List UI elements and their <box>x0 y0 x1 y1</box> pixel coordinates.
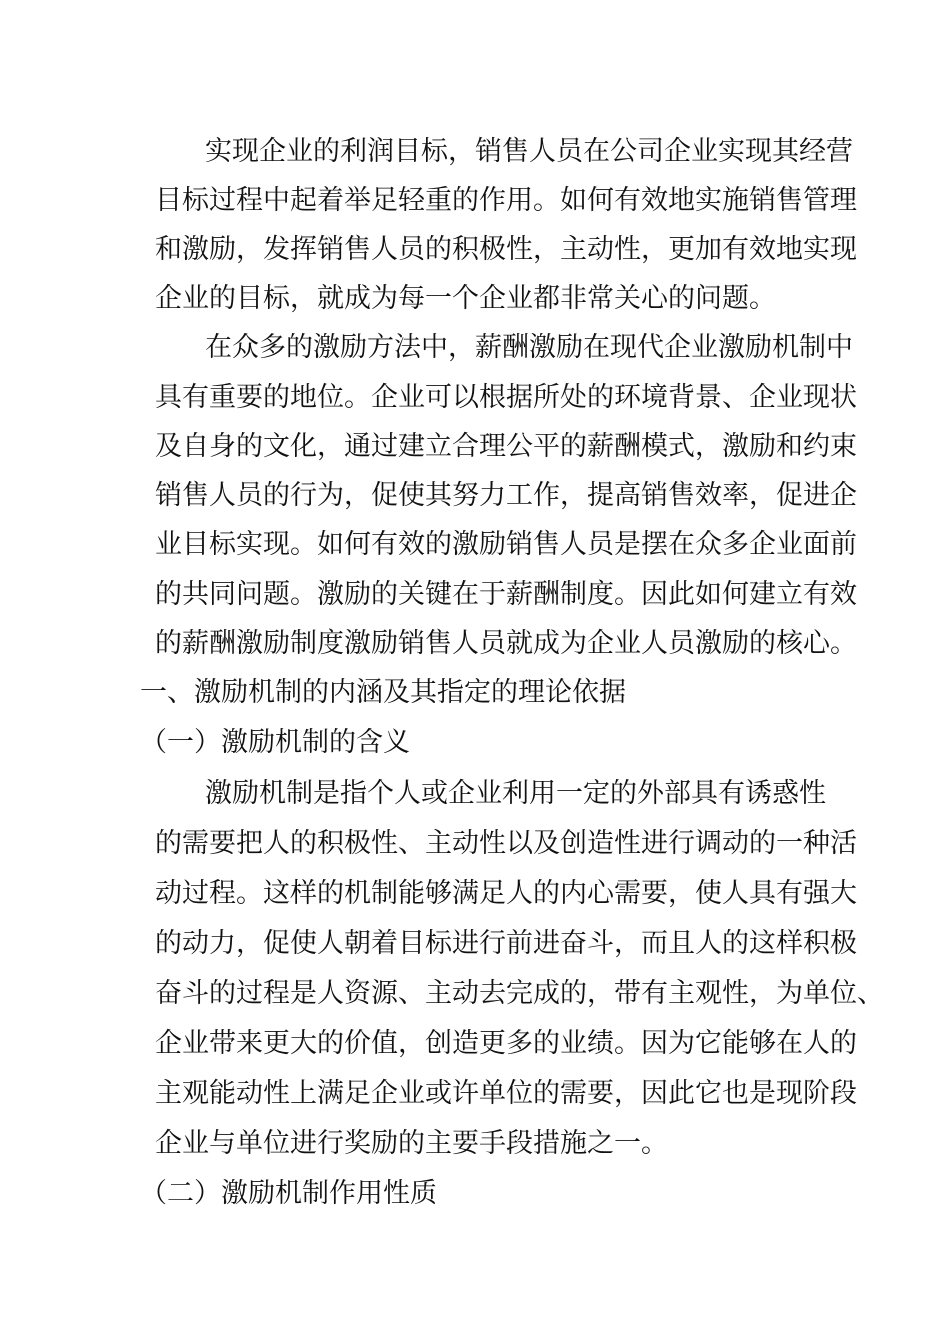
paragraph-3-line-1: 激励机制是指个人或企业利用一定的外部具有诱惑性 <box>205 778 826 809</box>
paragraph-1-line-1: 实现企业的利润目标，销售人员在公司企业实现其经营 <box>205 136 853 167</box>
paragraph-1-line-3: 和激励，发挥销售人员的积极性，主动性，更加有效地实现 <box>155 234 857 265</box>
subsection-heading-1: （一）激励机制的含义 <box>140 727 410 758</box>
paragraph-3-line-6: 企业带来更大的价值，创造更多的业绩。因为它能够在人的 <box>155 1028 857 1059</box>
paragraph-3-line-7: 主观能动性上满足企业或许单位的需要，因此它也是现阶段 <box>155 1078 857 1109</box>
subsection-heading-2: （二）激励机制作用性质 <box>140 1178 437 1209</box>
paragraph-3-line-2: 的需要把人的积极性、主动性以及创造性进行调动的一种活 <box>155 828 857 859</box>
paragraph-3-line-5: 奋斗的过程是人资源、主动去完成的，带有主观性，为单位、 <box>155 978 884 1009</box>
paragraph-2-line-1: 在众多的激励方法中，薪酬激励在现代企业激励机制中 <box>205 332 853 363</box>
paragraph-1-line-2: 目标过程中起着举足轻重的作用。如何有效地实施销售管理 <box>155 185 857 216</box>
paragraph-2-line-4: 销售人员的行为，促使其努力工作，提高销售效率，促进企 <box>155 480 857 511</box>
paragraph-2-line-3: 及自身的文化，通过建立合理公平的薪酬模式，激励和约束 <box>155 431 857 462</box>
paragraph-2-line-6: 的共同问题。激励的关键在于薪酬制度。因此如何建立有效 <box>155 579 857 610</box>
paragraph-3-line-3: 动过程。这样的机制能够满足人的内心需要，使人具有强大 <box>155 878 857 909</box>
paragraph-2-line-2: 具有重要的地位。企业可以根据所处的环境背景、企业现状 <box>155 382 857 413</box>
paragraph-3-line-4: 的动力，促使人朝着目标进行前进奋斗，而且人的这样积极 <box>155 928 857 959</box>
section-heading-1: 一、激励机制的内涵及其指定的理论依据 <box>140 677 626 708</box>
paragraph-2-line-7: 的薪酬激励制度激励销售人员就成为企业人员激励的核心。 <box>155 628 857 659</box>
paragraph-1-line-4: 企业的目标，就成为每一个企业都非常关心的问题。 <box>155 283 776 314</box>
paragraph-3-line-8: 企业与单位进行奖励的主要手段措施之一。 <box>155 1128 668 1159</box>
paragraph-2-line-5: 业目标实现。如何有效的激励销售人员是摆在众多企业面前 <box>155 529 857 560</box>
